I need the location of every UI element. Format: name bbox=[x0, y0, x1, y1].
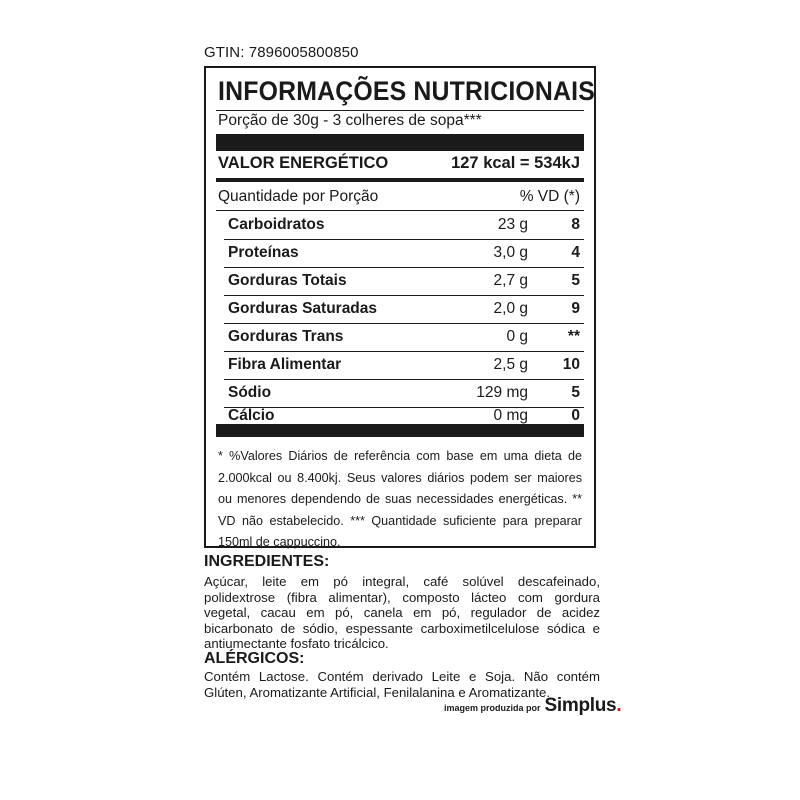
nutrient-name: Gorduras Saturadas bbox=[228, 300, 378, 317]
nutrient-name: Sódio bbox=[228, 384, 272, 401]
allergens-text: Contém Lactose. Contém derivado Leite e Soja. Não contém Glúten, Aromatizante Artificial, Fenilalanina e Aromatizante. bbox=[204, 669, 600, 700]
nutrient-vd: 10 bbox=[562, 356, 580, 373]
nutrient-name: Carboidratos bbox=[228, 216, 325, 233]
gtin-code: GTIN: 7896005800850 bbox=[204, 44, 359, 61]
nutrient-amount: 129 mg bbox=[476, 384, 528, 401]
nutrient-amount: 2,5 g bbox=[493, 356, 528, 373]
portion-size: Porção de 30g - 3 colheres de sopa*** bbox=[218, 112, 482, 129]
nutrient-vd: 8 bbox=[571, 216, 580, 233]
nutrient-vd: 4 bbox=[571, 244, 580, 261]
quantity-header: Quantidade por Porção bbox=[218, 188, 379, 205]
image-credit bbox=[444, 695, 622, 717]
nutrient-name: Fibra Alimentar bbox=[228, 356, 342, 373]
ingredients-heading: INGREDIENTES: bbox=[204, 553, 330, 570]
nutrient-row bbox=[218, 323, 580, 351]
nutrient-vd: ** bbox=[567, 328, 580, 345]
nutrient-name: Proteínas bbox=[228, 244, 299, 261]
thick-divider bbox=[216, 424, 584, 437]
nutrient-row bbox=[218, 239, 580, 267]
nutrient-amount: 0 mg bbox=[493, 407, 528, 424]
thick-divider bbox=[216, 134, 584, 151]
nutrition-title: INFORMAÇÕES NUTRICIONAIS bbox=[218, 76, 596, 106]
nutrient-amount: 3,0 g bbox=[493, 244, 528, 261]
nutrition-facts-table bbox=[204, 66, 596, 548]
nutrient-amount: 23 g bbox=[497, 216, 528, 233]
nutrient-name: Cálcio bbox=[228, 407, 275, 424]
nutrient-vd: 0 bbox=[571, 407, 580, 424]
ingredients-text: Açúcar, leite em pó integral, café solúvel descafeinado, polidextrose (fibra alimentar), composto lácteo com gordura vegetal, cacau em pó, canela em pó, regulador de acidez bicarbonato de sódio, espessante carboximetilcelulose sódica e antiumectante fosfato tricálcico. bbox=[204, 574, 600, 651]
credit-prefix: imagem produzida por bbox=[444, 703, 541, 713]
footnote: * %Valores Diários de referência com base em uma dieta de 2.000kcal ou 8.400kj. Seus valores diários podem ser maiores ou menores dependendo de suas necessidades energéticas. ** VD não estabelecido. *** Quantidade suficiente para preparar 150ml de cappuccino. bbox=[218, 449, 582, 549]
energy-label: VALOR ENERGÉTICO bbox=[218, 154, 389, 172]
divider bbox=[216, 110, 584, 111]
nutrient-name: Gorduras Trans bbox=[228, 328, 344, 345]
energy-row bbox=[218, 154, 580, 173]
nutrient-row bbox=[218, 295, 580, 323]
simplus-logo: Simplus bbox=[544, 695, 617, 716]
vd-header: % VD (*) bbox=[519, 188, 580, 205]
quantity-header-row bbox=[218, 188, 580, 206]
nutrient-name: Gorduras Totais bbox=[228, 272, 347, 289]
logo-dot: . bbox=[616, 695, 622, 716]
energy-value: 127 kcal = 534kJ bbox=[451, 154, 580, 172]
nutrient-amount: 0 g bbox=[506, 328, 528, 345]
nutrient-vd: 5 bbox=[571, 384, 580, 401]
nutrient-row bbox=[218, 211, 580, 239]
allergens-heading: ALÉRGICOS: bbox=[204, 650, 305, 667]
nutrient-row bbox=[218, 267, 580, 295]
nutrient-vd: 5 bbox=[571, 272, 580, 289]
nutrient-row bbox=[218, 351, 580, 379]
nutrient-amount: 2,7 g bbox=[493, 272, 528, 289]
nutrient-vd: 9 bbox=[571, 300, 580, 317]
nutrient-amount: 2,0 g bbox=[493, 300, 528, 317]
thick-divider bbox=[216, 178, 584, 182]
